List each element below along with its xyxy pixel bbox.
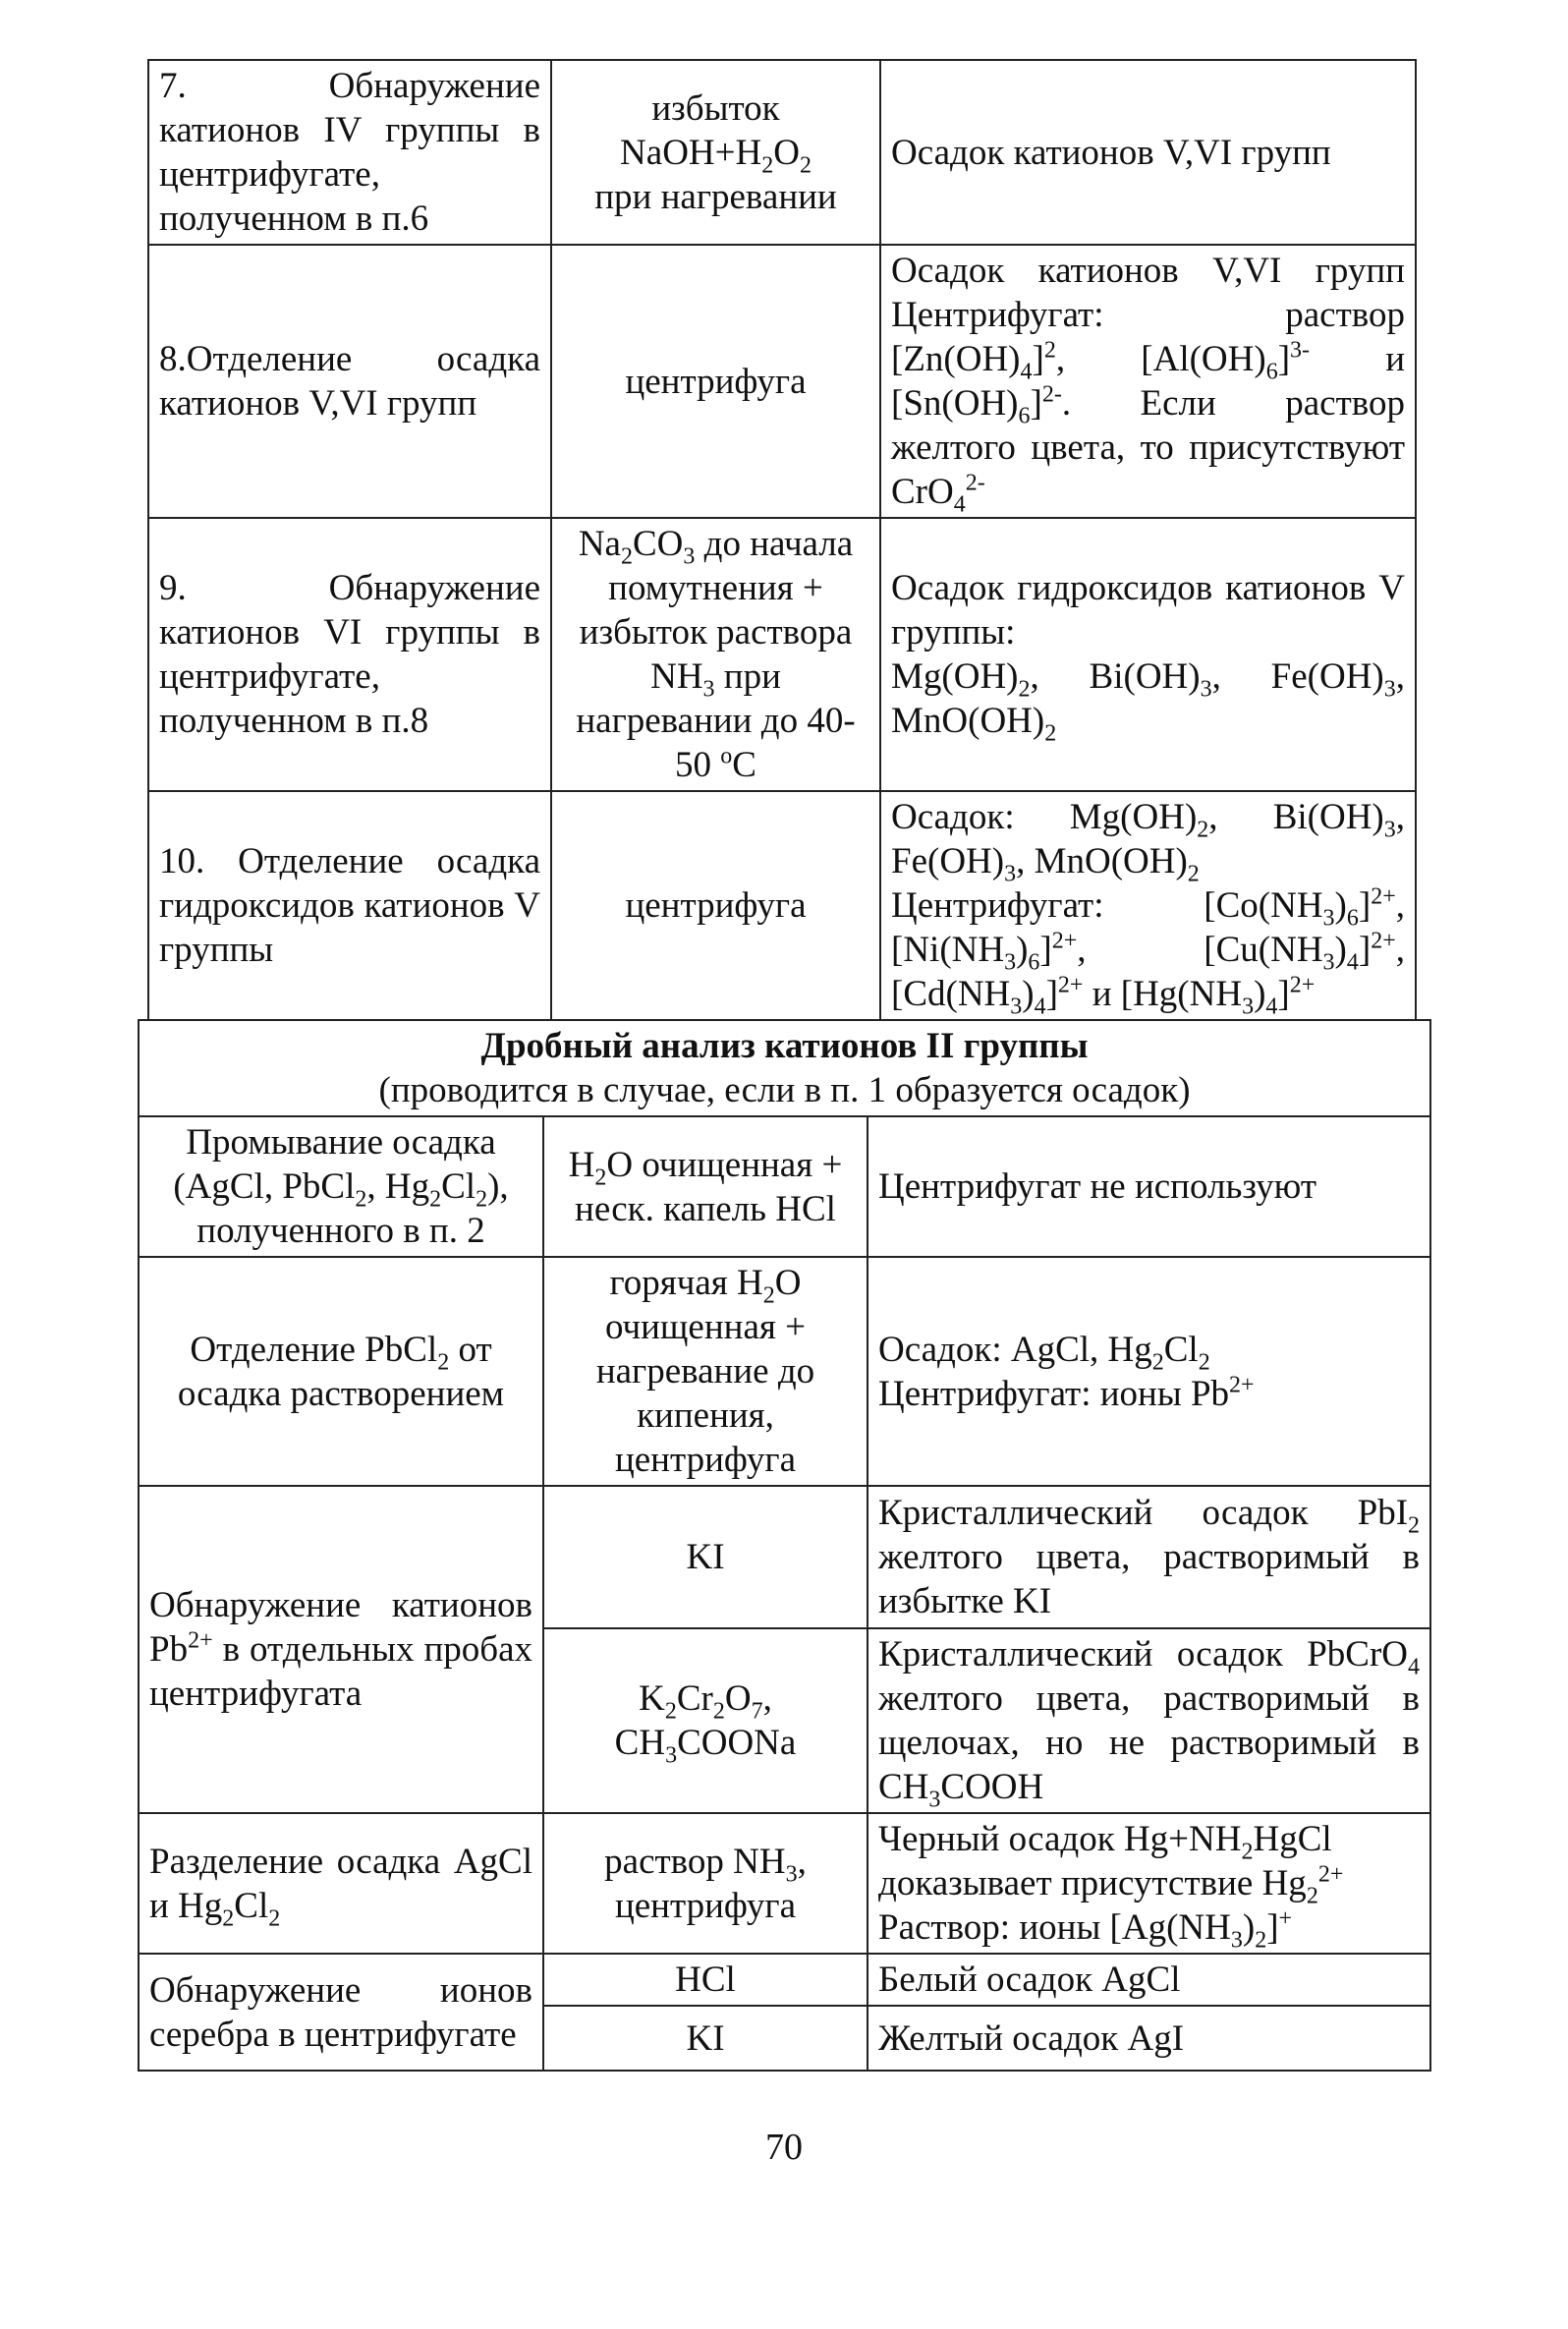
table-row	[139, 1486, 1430, 1628]
table-row	[139, 1813, 1430, 1954]
table-row	[148, 791, 1416, 1020]
result-cell: Центрифугат не используют	[868, 1116, 1430, 1257]
analysis-table-group-ii	[138, 1019, 1431, 2072]
reagent-cell: $K_2Cr_2O_7$, $CH_3COONa$	[543, 1628, 868, 1813]
reagent-cell: центрифуга	[551, 791, 880, 1020]
step-cell: Обнаружение ионов серебра в центрифугате	[139, 1954, 543, 2071]
result-cell: Осадок: AgCl, $Hg_2Cl_2$ Центрифугат: ионы $Pb^{2+}$	[868, 1257, 1430, 1486]
reagent-cell: горячая $H_2O$ очищенная + нагревание до кипения, центрифуга	[543, 1257, 868, 1486]
reagent-cell: избыток $NaOH+H_2O_2$ при нагревании	[551, 60, 880, 245]
step-cell: Отделение PbCl$_2$ от осадка растворением	[139, 1257, 543, 1486]
reagent-cell: раствор $NH_3$, центрифуга	[543, 1813, 868, 1954]
section-title: Дробный анализ катионов II группы	[480, 1026, 1089, 1066]
reagent-cell: HCl	[543, 1954, 868, 2006]
result-cell: Осадок: $Mg(OH)_2$, $Bi(OH)_3$, $Fe(OH)_3$, $MnO(OH)_2$ Центрифугат: $[Co(NH_3)_6]^{2+}$, $[Ni(NH_3)_6]^{2+}$, $[Cu(NH_3)_4]^{2+}$, $[Cd(NH_3)_4]^{2+}$ и $[Hg(NH_3)_4]^{2+}$	[880, 791, 1416, 1020]
reagent-cell: $H_2O$ очищенная + неск. капель HCl	[543, 1116, 868, 1257]
table-row	[139, 1116, 1430, 1257]
table-row	[148, 518, 1416, 791]
table-row	[148, 60, 1416, 245]
table-header-row	[139, 1020, 1430, 1116]
table-row	[148, 245, 1416, 518]
result-cell: Кристаллический осадок PbI$_2$ желтого цвета, растворимый в избытке KI	[868, 1486, 1430, 1628]
step-cell: Разделение осадка AgCl и $Hg_2Cl_2$	[139, 1813, 543, 1954]
step-cell: Обнаружение катионов $Pb^{2+}$ в отдельных пробах центрифугата	[139, 1486, 543, 1813]
step-cell: 9. Обнаружение катионов VI группы в центрифугате, полученном в п.8	[148, 518, 551, 791]
result-cell: Кристаллический осадок PbCrO$_4$ желтого цвета, растворимый в щелочах, но не растворимый в $CH_3COOH$	[868, 1628, 1430, 1813]
section-header	[139, 1020, 1430, 1116]
reagent-cell: $Na_2CO_3$ до начала помутнения + избыток раствора $NH_3$ при нагревании до 40-50 $^о$С	[551, 518, 880, 791]
table-row	[139, 1257, 1430, 1486]
section-subtitle: (проводится в случае, если в п. 1 образуется осадок)	[378, 1070, 1191, 1110]
step-cell: Промывание осадка (AgCl, PbCl$_2$, $Hg_2Cl_2$), полученного в п. 2	[139, 1116, 543, 1257]
result-cell: Осадок гидроксидов катионов V группы: $Mg(OH)_2$, $Bi(OH)_3$, $Fe(OH)_3$, $MnO(OH)_2$	[880, 518, 1416, 791]
reagent-cell: KI	[543, 2006, 868, 2071]
result-cell: Осадок катионов V,VI групп	[880, 60, 1416, 245]
result-cell: Желтый осадок AgI	[868, 2006, 1430, 2071]
result-cell: Осадок катионов V,VI групп Центрифугат: раствор $[Zn(OH)_4]^2$, $[Al(OH)_6]^{3-}$ и $[Sn(OH)_6]^{2-}$. Если раствор желтого цвета, то присутствуют CrO$_4^{2-}$	[880, 245, 1416, 518]
reagent-cell: KI	[543, 1486, 868, 1628]
step-cell: 7. Обнаружение катионов IV группы в центрифугате, полученном в п.6	[148, 60, 551, 245]
result-cell: Белый осадок AgCl	[868, 1954, 1430, 2006]
reagent-cell: центрифуга	[551, 245, 880, 518]
step-cell: 10. Отделение осадка гидроксидов катионов V группы	[148, 791, 551, 1020]
step-cell: 8.Отделение осадка катионов V,VI групп	[148, 245, 551, 518]
analysis-table-top	[147, 59, 1417, 1021]
result-cell: Черный осадок $Hg+NH_2HgCl$ доказывает присутствие $Hg_2^{2+}$ Раствор: ионы $[Ag(NH_3)_2]^+$	[868, 1813, 1430, 1954]
table-row	[139, 1954, 1430, 2006]
page-number: 70	[765, 2127, 803, 2168]
